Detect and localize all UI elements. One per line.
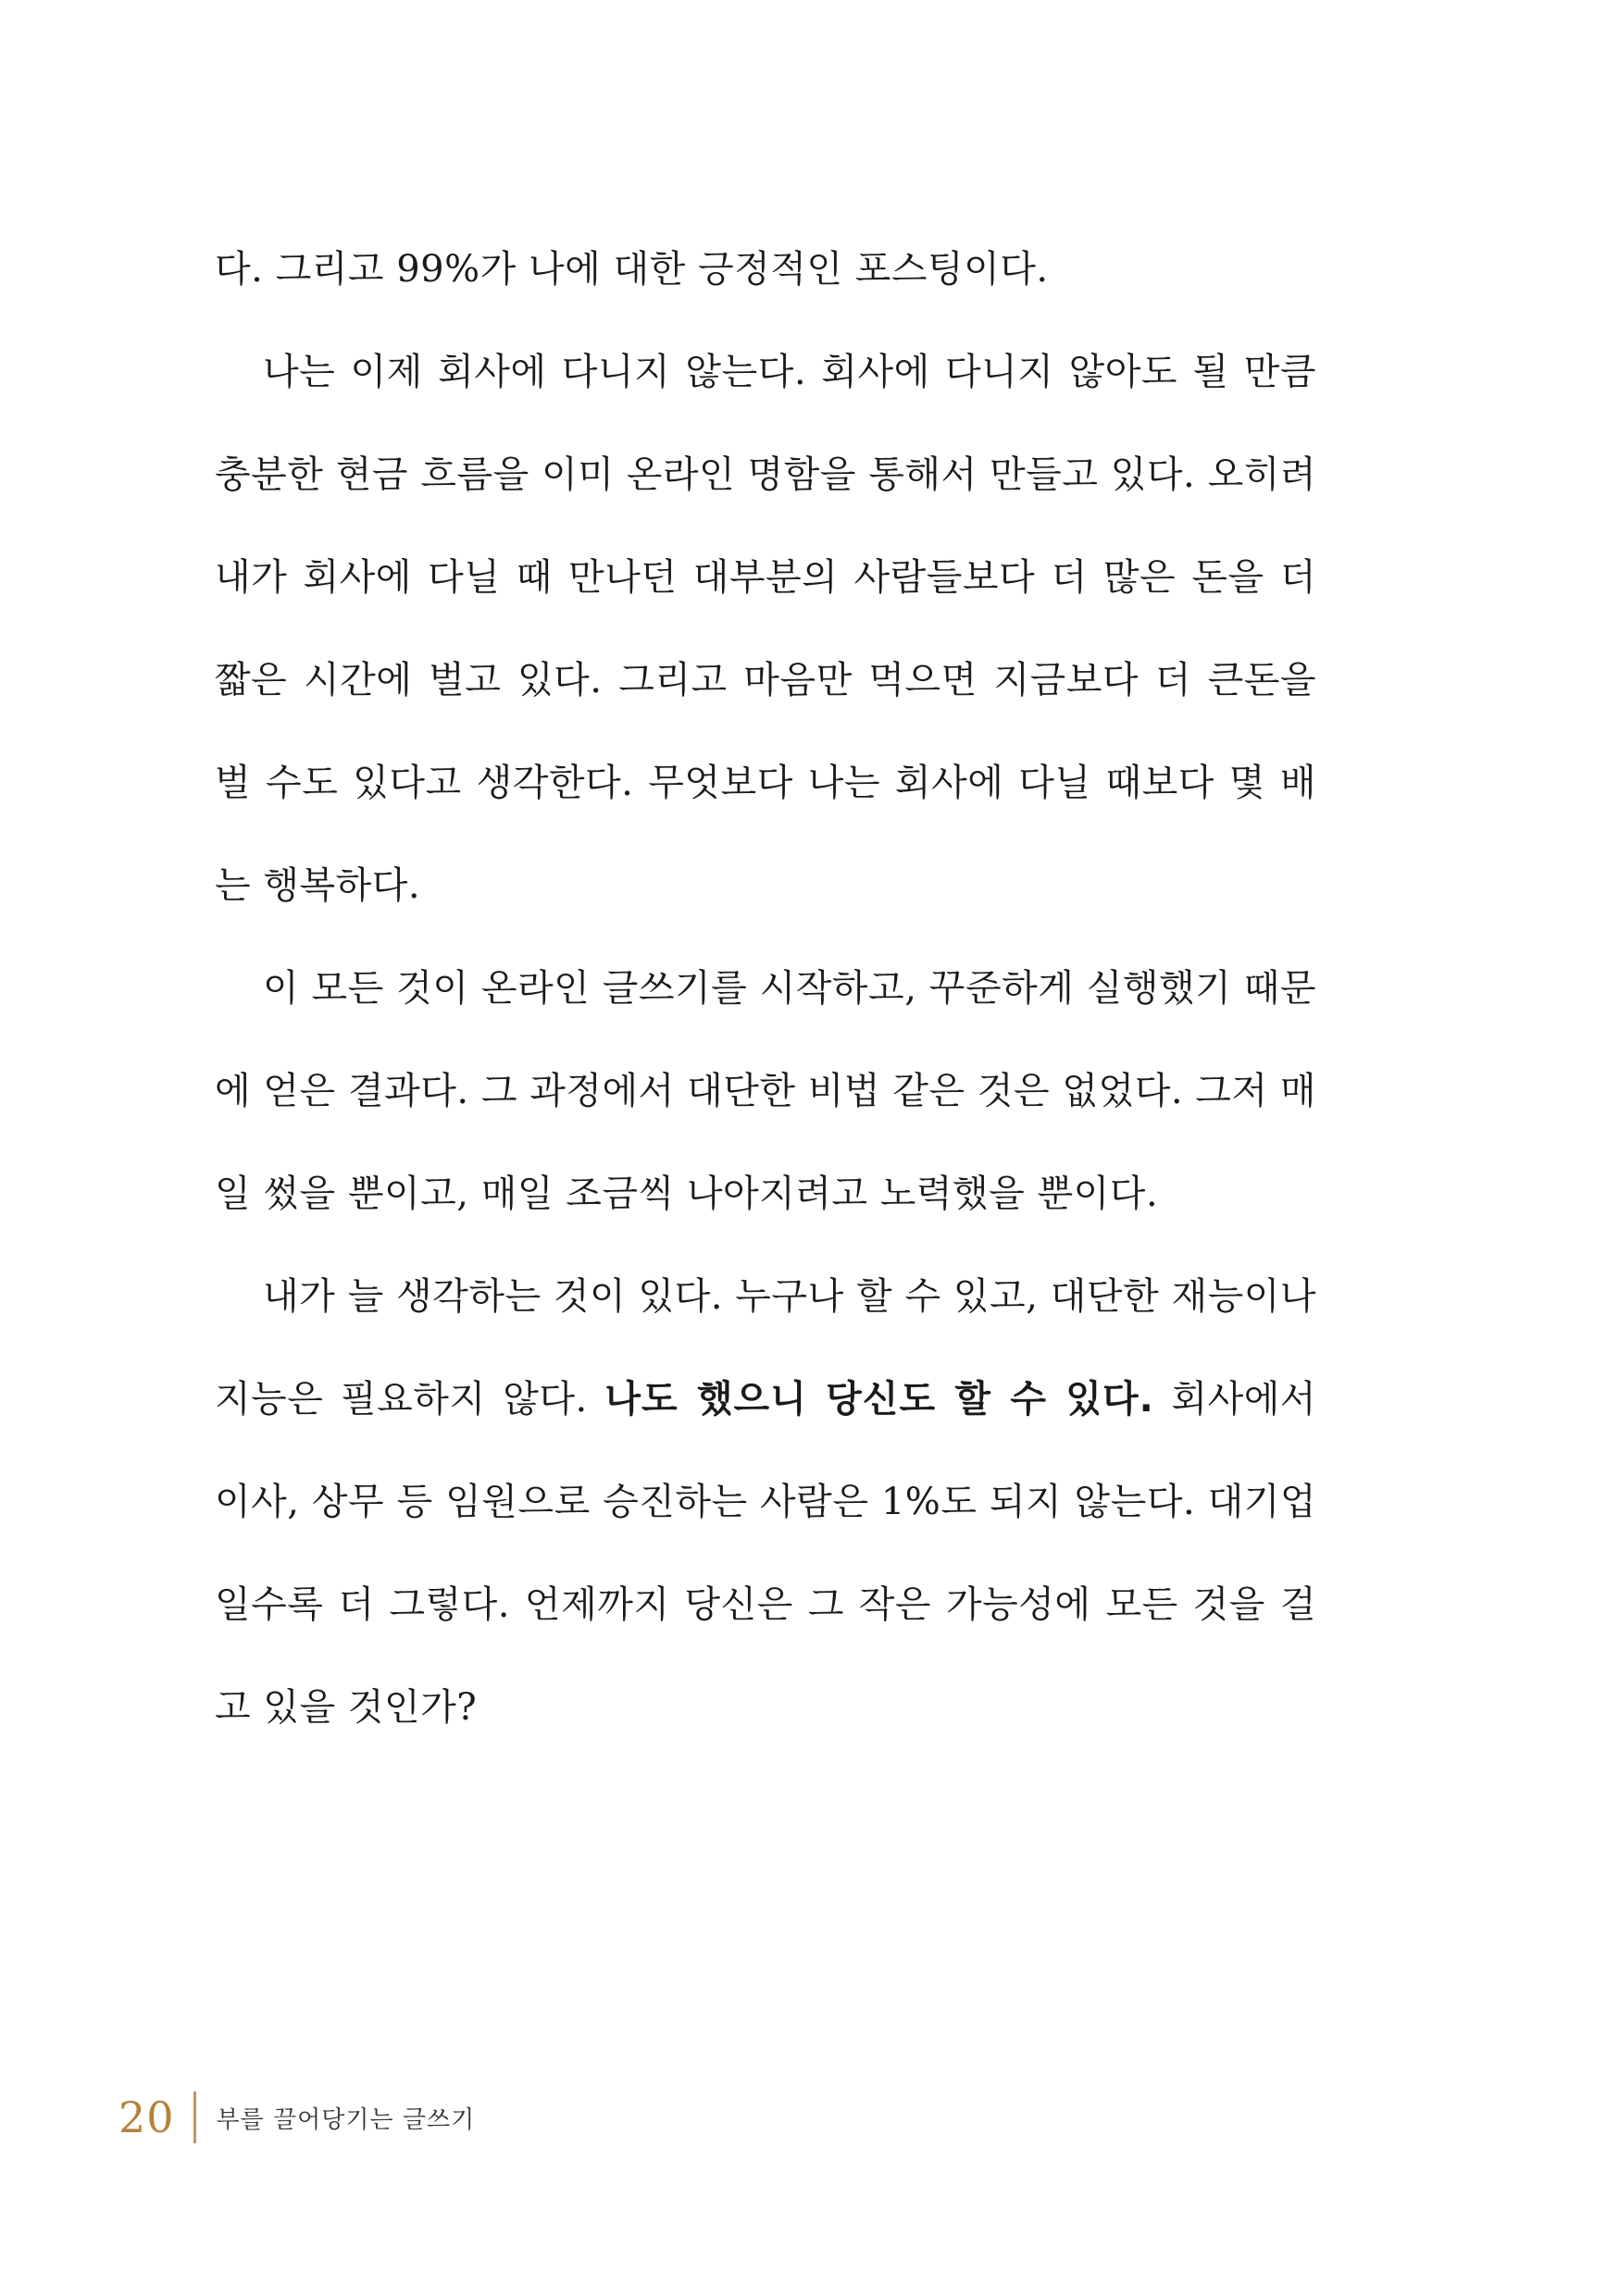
paragraph-text-before-emphasis: 내가 늘 생각하는 것이 있다. 누구나 할 수 있고, 대단한 재능이나 지능은 필요하지 않다. [215, 1275, 1316, 1421]
page-footer [118, 2090, 475, 2145]
emphasis-text: 나도 했으니 당신도 할 수 있다. [604, 1378, 1154, 1421]
body-text [215, 218, 1316, 1759]
page-number: 20 [118, 2092, 175, 2142]
paragraph-continuation: 다. 그리고 99%가 나에 대한 긍정적인 포스팅이다. [215, 248, 1049, 291]
footer-divider [193, 2091, 196, 2143]
paragraph-you-can-do-it [215, 1246, 1316, 1759]
paragraph-online-writing: 이 모든 것이 온라인 글쓰기를 시작하고, 꾸준하게 실행했기 때문에 얻은 결과다. 그 과정에서 대단한 비법 같은 것은 없었다. 그저 매일 썼을 뿐이고, 매일 조금씩 나아지려고 노력했을 뿐이다. [215, 967, 1316, 1215]
book-title: 부를 끌어당기는 글쓰기 [216, 2105, 476, 2134]
paragraph-text-after-emphasis: 회사에서 이사, 상무 등 임원으로 승진하는 사람은 1%도 되지 않는다. 대기업일수록 더 그렇다. 언제까지 당신은 그 작은 가능성에 모든 것을 걸고 있을 것인가? [215, 1378, 1316, 1729]
paragraph-quit-job: 나는 이제 회사에 다니지 않는다. 회사에 다니지 않아도 될 만큼 충분한 현금 흐름을 이미 온라인 명함을 통해서 만들고 있다. 오히려 내가 회사에 다닐 때 만나던 대부분의 사람들보다 더 많은 돈을 더 짧은 시간에 벌고 있다. 그리고 마음만 먹으면 지금보다 더 큰돈을 벌 수도 있다고 생각한다. 무엇보다 나는 회사에 다닐 때보다 몇 배는 행복하다. [215, 351, 1316, 907]
